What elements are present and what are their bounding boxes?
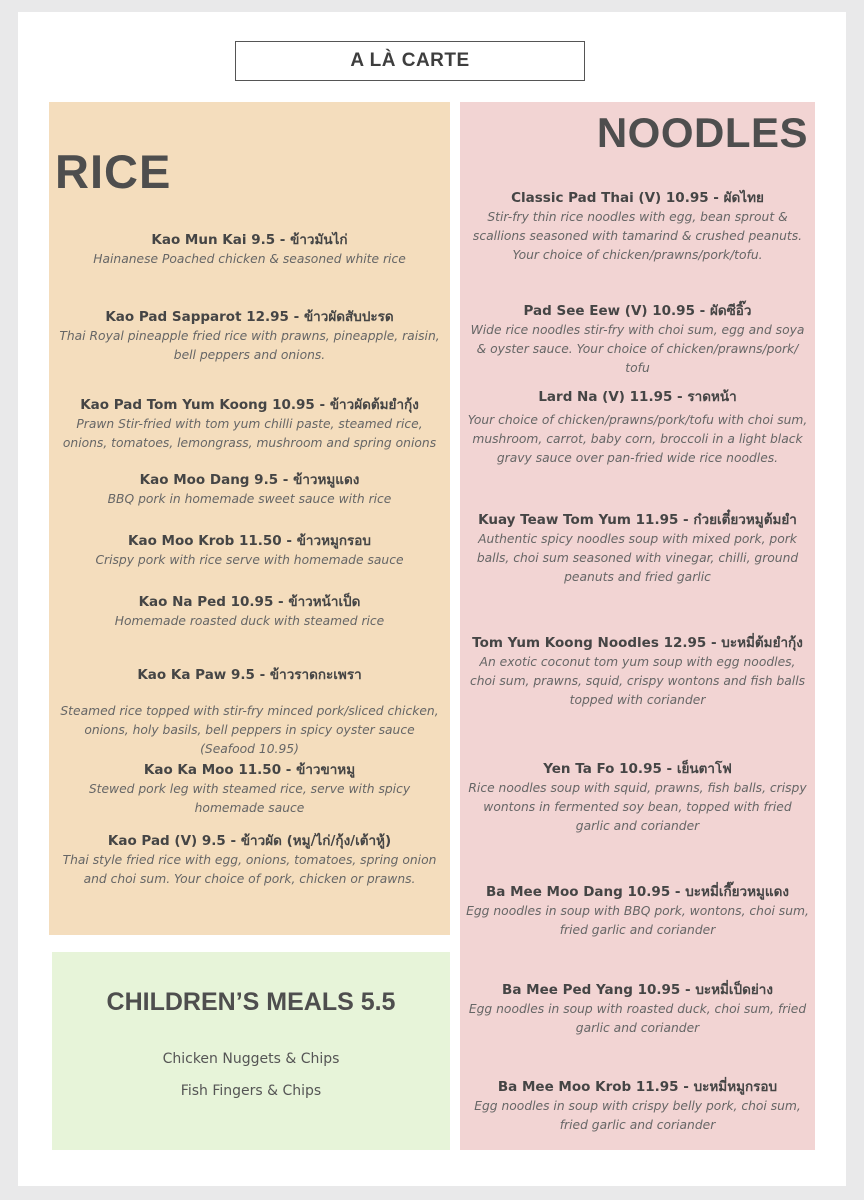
menu-item (49, 230, 450, 269)
item-name: Ba Mee Moo Dang 10.95 - บะหมี่เกี๊ยวหมูแดง (486, 884, 789, 900)
menu-item (460, 301, 815, 378)
item-description: Homemade roasted duck with steamed rice (114, 614, 385, 628)
menu-item (460, 188, 815, 265)
menu-item (460, 980, 815, 1038)
menu-item (49, 307, 450, 365)
item-description: An exotic coconut tom yum soup with egg noodles, choi sum, prawns, squid, crispy wontons and fish balls topped with coriander (469, 655, 806, 707)
kids-menu-item: Chicken Nuggets & Chips (162, 1051, 340, 1067)
item-name: Kao Moo Krob 11.50 - ข้าวหมูกรอบ (128, 533, 371, 549)
menu-item (460, 1077, 815, 1135)
item-description: BBQ pork in homemade sweet sauce with rice (107, 492, 392, 506)
menu-item (460, 633, 815, 710)
item-description: Egg noodles in soup with BBQ pork, wontons, choi sum, fried garlic and coriander (466, 904, 809, 937)
menu-page (18, 12, 846, 1186)
rice-section (49, 102, 450, 935)
item-name: Ba Mee Ped Yang 10.95 - บะหมี่เป็ดย่าง (502, 982, 773, 998)
item-description: Steamed rice topped with stir-fry minced pork/sliced chicken, onions, holy basils, bell peppers in spicy oyster sauce (Seafood 10.95) (60, 704, 439, 756)
item-name: Kao Pad (V) 9.5 - ข้าวผัด (หมู/ไก่/กุ้ง/เต้าหู้) (107, 833, 392, 849)
noodles-heading: NOODLES (596, 109, 808, 156)
item-name: Lard Na (V) 11.95 - ราดหน้า (538, 389, 737, 405)
item-name: Kao Moo Dang 9.5 - ข้าวหมูแดง (139, 472, 360, 488)
childrens-meals-heading: CHILDREN’S MEALS 5.5 (106, 988, 396, 1016)
item-name: Kao Ka Paw 9.5 - ข้าวราดกะเพรา (137, 667, 362, 683)
menu-item (460, 882, 815, 940)
menu-item (49, 831, 450, 889)
item-description: Hainanese Poached chicken & seasoned white rice (93, 252, 406, 266)
menu-item (460, 759, 815, 836)
noodles-section (460, 102, 815, 1150)
item-name: Kao Na Ped 10.95 - ข้าวหน้าเป็ด (138, 594, 361, 610)
menu-item (49, 760, 450, 818)
item-description: Egg noodles in soup with crispy belly pork, choi sum, fried garlic and coriander (474, 1099, 801, 1132)
item-description: Thai Royal pineapple fried rice with prawns, pineapple, raisin, bell peppers and onions. (59, 329, 440, 362)
item-description: Authentic spicy noodles soup with mixed pork, pork balls, choi sum seasoned with vinegar, chilli, ground peanuts and fried garlic (476, 532, 799, 584)
rice-heading: RICE (55, 145, 172, 198)
menu-item (49, 470, 450, 509)
page-title: A LÀ CARTE (235, 41, 585, 81)
item-description: Crispy pork with rice serve with homemade sauce (95, 553, 404, 567)
item-description: Stir-fry thin rice noodles with egg, bean sprout & scallions seasoned with tamarind & crushed peanuts. Your choice of chicken/prawns/pork/tofu. (472, 210, 803, 262)
menu-item (49, 531, 450, 570)
menu-item (460, 387, 815, 407)
menu-item (49, 395, 450, 453)
menu-item (460, 510, 815, 587)
item-description: Your choice of chicken/prawns/pork/tofu with choi sum, mushroom, carrot, baby corn, broccoli in a light black gravy sauce over pan-fried wide rice noodles. (467, 413, 808, 465)
item-name: Yen Ta Fo 10.95 - เย็นตาโฟ (543, 761, 732, 777)
item-name: Ba Mee Moo Krob 11.95 - บะหมี่หมูกรอบ (497, 1079, 778, 1095)
menu-item (460, 411, 815, 468)
childrens-meals-section (52, 952, 450, 1150)
item-name: Kao Pad Tom Yum Koong 10.95 - ข้าวผัดต้มยำกุ้ง (80, 397, 419, 413)
menu-item (49, 702, 450, 759)
item-name: Kuay Teaw Tom Yum 11.95 - ก๋วยเตี๋ยวหมูต้มยำ (478, 512, 797, 528)
menu-item (49, 665, 450, 685)
item-description: Wide rice noodles stir-fry with choi sum, egg and soya & oyster sauce. Your choice of chicken/prawns/pork/ tofu (470, 323, 805, 375)
item-name: Classic Pad Thai (V) 10.95 - ผัดไทย (511, 190, 764, 206)
item-name: Kao Pad Sapparot 12.95 - ข้าวผัดสับปะรด (105, 309, 394, 325)
item-description: Prawn Stir-fried with tom yum chilli paste, steamed rice, onions, tomatoes, lemongrass, mushroom and spring onions (62, 417, 437, 450)
item-name: Kao Ka Moo 11.50 - ข้าวขาหมู (143, 762, 356, 778)
item-description: Thai style fried rice with egg, onions, tomatoes, spring onion and choi sum. Your choice of pork, chicken or prawns. (62, 853, 437, 886)
item-description: Stewed pork leg with steamed rice, serve with spicy homemade sauce (88, 782, 411, 815)
kids-menu-item: Fish Fingers & Chips (180, 1083, 322, 1099)
menu-item (49, 592, 450, 631)
item-name: Pad See Eew (V) 10.95 - ผัดซีอิ๊ว (523, 303, 752, 319)
item-description: Rice noodles soup with squid, prawns, fish balls, crispy wontons in fermented soy bean, topped with fried garlic and coriander (468, 781, 807, 833)
item-name: Kao Mun Kai 9.5 - ข้าวมันไก่ (151, 232, 348, 248)
item-name: Tom Yum Koong Noodles 12.95 - บะหมี่ต้มยำกุ้ง (472, 635, 803, 651)
item-description: Egg noodles in soup with roasted duck, choi sum, fried garlic and coriander (468, 1002, 807, 1035)
